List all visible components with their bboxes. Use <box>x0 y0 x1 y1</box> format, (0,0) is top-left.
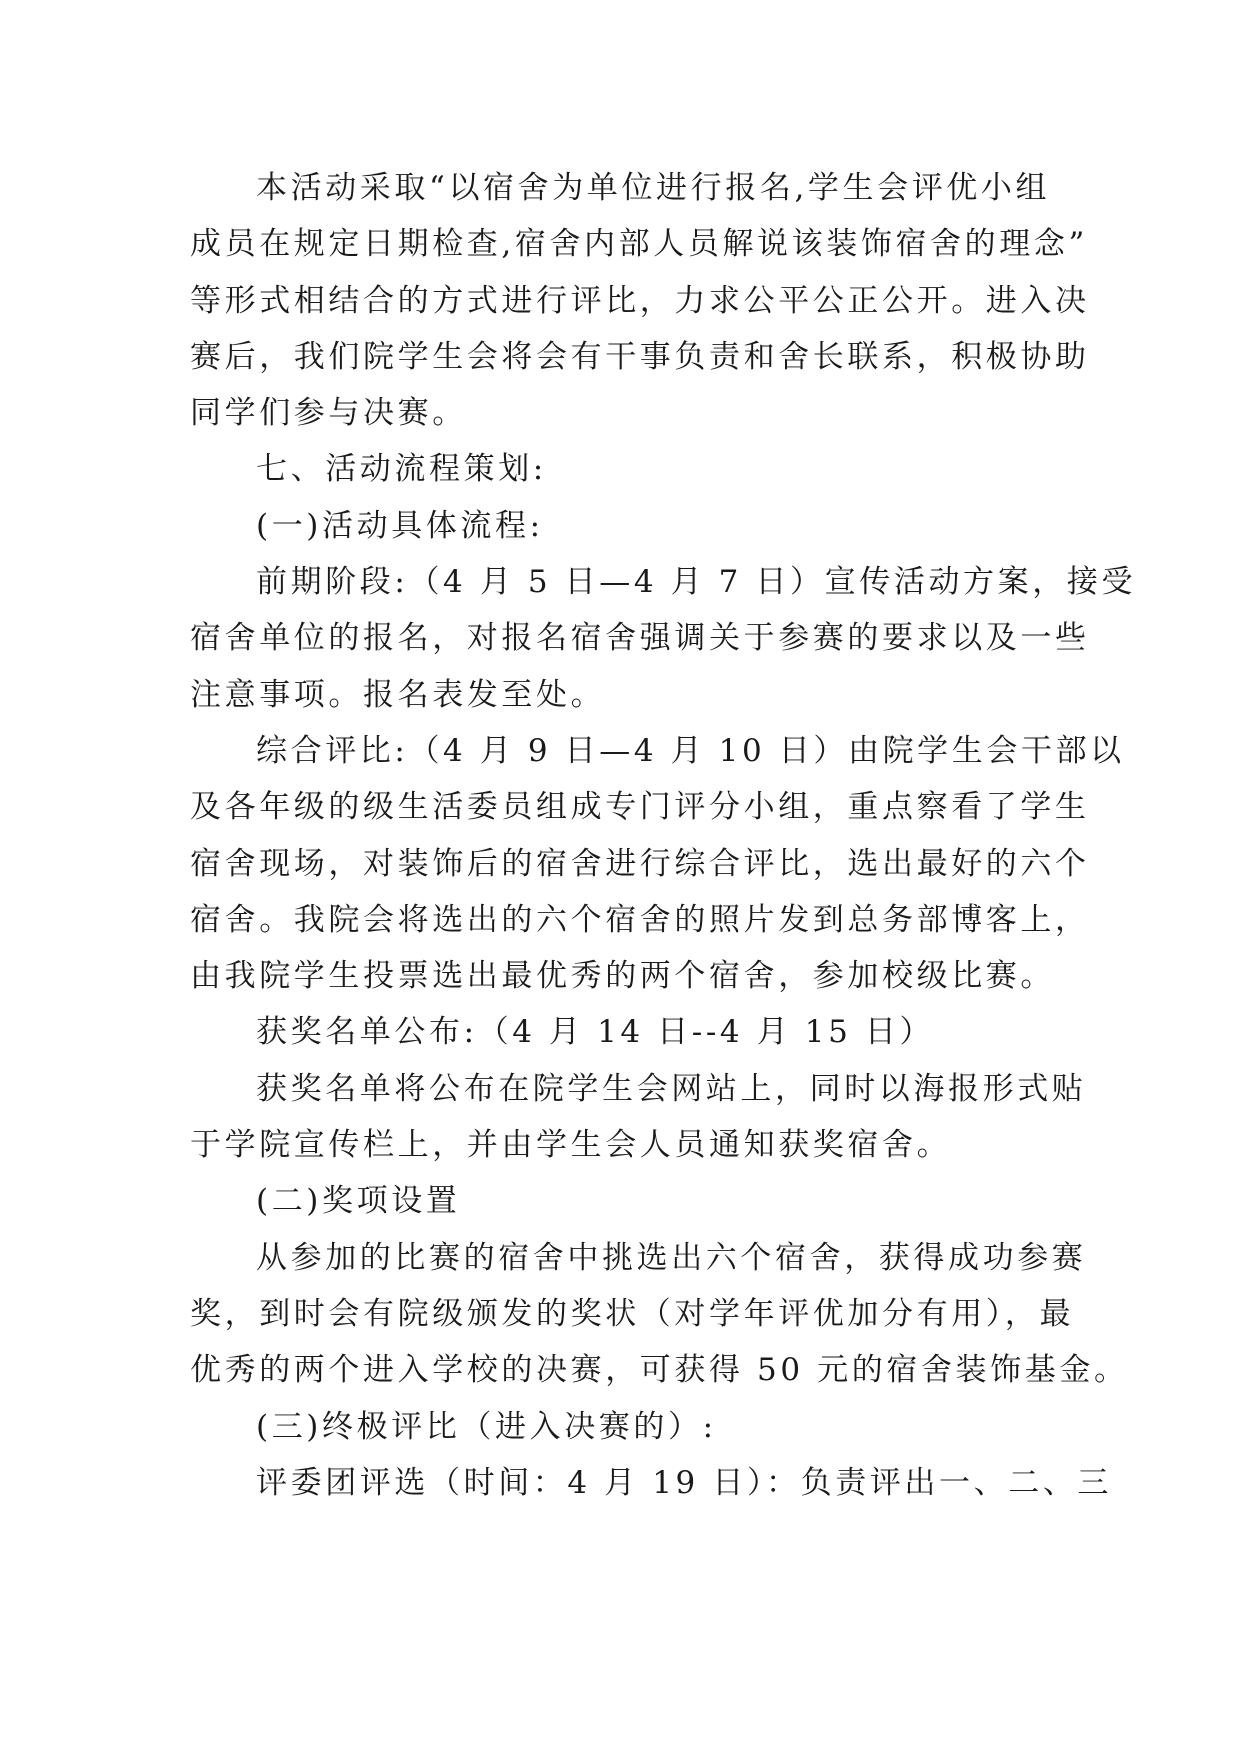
subsection-heading: (一)活动具体流程: <box>256 507 544 544</box>
paragraph-line: 由我院学生投票选出最优秀的两个宿舍，参加校级比赛。 <box>190 958 1055 995</box>
paragraph-line: 获奖名单将公布在院学生会网站上，同时以海报形式贴 <box>256 1070 1087 1107</box>
section-heading: 七、活动流程策划: <box>256 451 547 488</box>
document-body <box>190 160 1137 1511</box>
paragraph-line: 于学院宣传栏上，并由学生会人员通知获奖宿舍。 <box>190 1127 952 1164</box>
paragraph-line: 获奖名单公布:（4 月 14 日--4 月 15 日） <box>256 1014 935 1051</box>
paragraph-line: 同学们参与决赛。 <box>190 395 467 432</box>
paragraph-line: 优秀的两个进入学校的决赛，可获得 50 元的宿舍装饰基金。 <box>190 1352 1129 1389</box>
paragraph-line: 及各年级的级生活委员组成专门评分小组，重点察看了学生 <box>190 789 1090 826</box>
subsection-heading: (二)奖项设置 <box>256 1183 461 1220</box>
subsection-heading: (三)终极评比（进入决赛的）: <box>256 1408 717 1445</box>
paragraph-line: 宿舍单位的报名，对报名宿舍强调关于参赛的要求以及一些 <box>190 620 1090 657</box>
paragraph-line: 注意事项。报名表发至处。 <box>190 676 606 713</box>
paragraph-line: 本活动采取“以宿舍为单位进行报名,学生会评优小组 <box>256 170 1051 206</box>
paragraph-line: 综合评比:（4 月 9 日—4 月 10 日）由院学生会干部以 <box>256 732 1125 769</box>
paragraph-line: 从参加的比赛的宿舍中挑选出六个宿舍，获得成功参赛 <box>256 1239 1087 1276</box>
paragraph-line: 宿舍现场，对装饰后的宿舍进行综合评比，选出最好的六个 <box>190 845 1090 882</box>
paragraph-line: 前期阶段:（4 月 5 日—4 月 7 日）宣传活动方案，接受 <box>256 564 1137 601</box>
paragraph-line: 评委团评选（时间：4 月 19 日）：负责评出一、二、三 <box>256 1464 1113 1501</box>
paragraph-line: 奖，到时会有院级颁发的奖状（对学年评优加分有用），最 <box>190 1295 1075 1332</box>
paragraph-line: 等形式相结合的方式进行评比，力求公平公正公开。进入决 <box>190 282 1090 319</box>
paragraph-line: 赛后，我们院学生会将会有干事负责和舍长联系，积极协助 <box>190 338 1090 375</box>
paragraph-line: 成员在规定日期检查,宿舍内部人员解说该装饰宿舍的理念” <box>190 226 1088 263</box>
paragraph-line: 宿舍。我院会将选出的六个宿舍的照片发到总务部博客上， <box>190 901 1090 938</box>
